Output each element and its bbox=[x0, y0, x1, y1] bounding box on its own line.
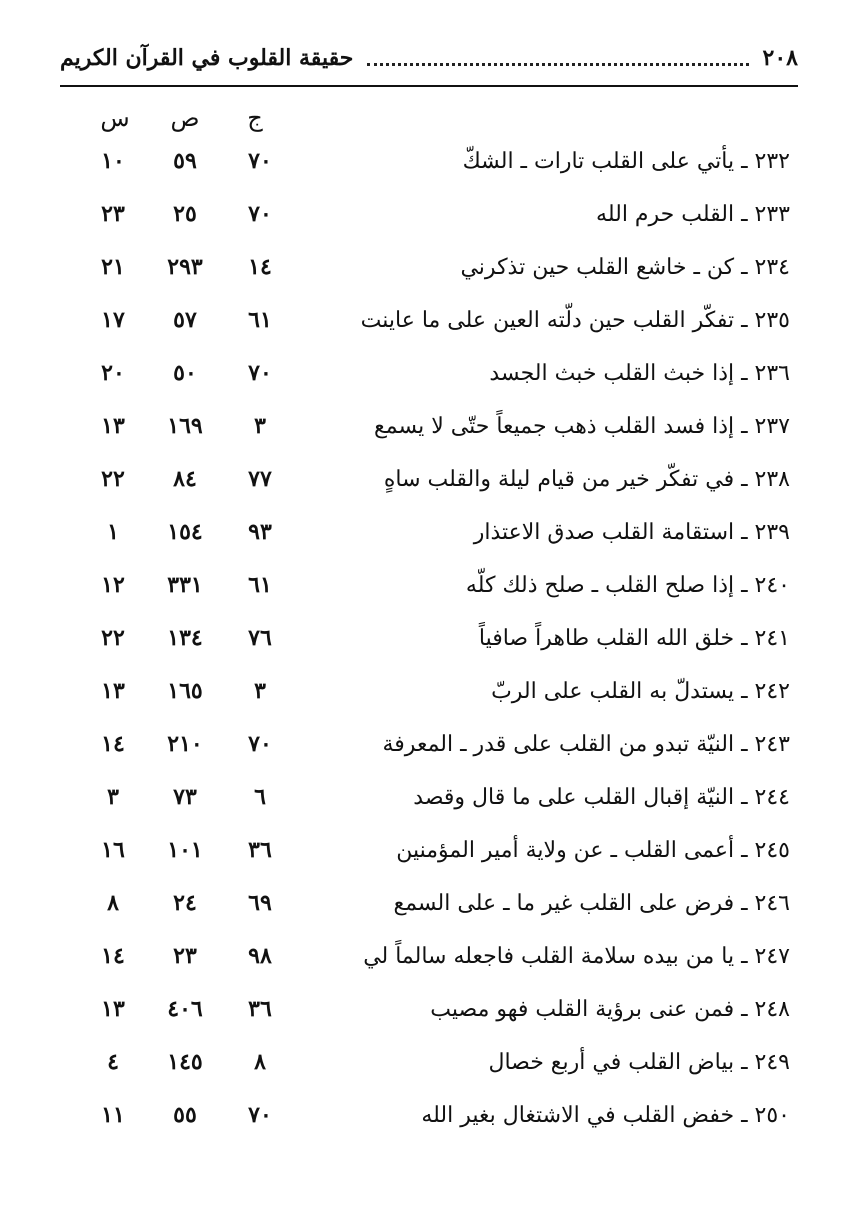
entry-title: ٢٤٢ ـ يستدلّ به القلب على الربّ bbox=[491, 679, 790, 704]
page-ref-number: ٥٠ bbox=[173, 360, 197, 386]
index-row bbox=[0, 930, 862, 983]
entry-title: ٢٤٩ ـ بياض القلب في أربع خصال bbox=[488, 1050, 790, 1075]
line-number: ٣ bbox=[107, 784, 119, 810]
page-ref-number: ٢٣ bbox=[173, 943, 197, 969]
entry-title: ٢٣٩ ـ استقامة القلب صدق الاعتذار bbox=[473, 520, 790, 545]
page-ref-number: ١٥٤ bbox=[167, 519, 203, 545]
index-row bbox=[0, 718, 862, 771]
entry-title: ٢٣٣ ـ القلب حرم الله bbox=[596, 202, 790, 227]
index-row bbox=[0, 294, 862, 347]
page-ref-number: ١٣٤ bbox=[167, 625, 203, 651]
index-row bbox=[0, 1036, 862, 1089]
line-number: ١ bbox=[107, 519, 119, 545]
entry-title: ٢٤٥ ـ أعمى القلب ـ عن ولاية أمير المؤمنين bbox=[396, 838, 790, 863]
index-row bbox=[0, 188, 862, 241]
volume-number: ٧٠ bbox=[248, 148, 272, 174]
volume-number: ٧٠ bbox=[248, 201, 272, 227]
line-number: ١٤ bbox=[101, 943, 125, 969]
line-number: ١٢ bbox=[101, 572, 125, 598]
entry-title: ٢٤٦ ـ فرض على القلب غير ما ـ على السمع bbox=[393, 891, 790, 916]
entry-title: ٢٣٧ ـ إذا فسد القلب ذهب جميعاً حتّى لا يسمع bbox=[374, 414, 790, 439]
volume-number: ١٤ bbox=[248, 254, 272, 280]
page-ref-number: ٧٣ bbox=[173, 784, 197, 810]
index-row bbox=[0, 453, 862, 506]
dot-leader bbox=[367, 63, 748, 66]
line-number: ١٦ bbox=[101, 837, 125, 863]
index-row bbox=[0, 135, 862, 188]
column-header-s: ص bbox=[170, 104, 200, 132]
entry-title: ٢٥٠ ـ خفض القلب في الاشتغال بغير الله bbox=[421, 1103, 790, 1128]
volume-number: ٩٣ bbox=[248, 519, 272, 545]
header-rule bbox=[60, 85, 798, 87]
line-number: ١٧ bbox=[101, 307, 125, 333]
volume-number: ٣٦ bbox=[248, 837, 272, 863]
line-number: ١٣ bbox=[101, 996, 125, 1022]
index-row bbox=[0, 400, 862, 453]
column-header-j: ج bbox=[247, 104, 263, 132]
line-number: ١٤ bbox=[101, 731, 125, 757]
entry-title: ٢٤٨ ـ فمن عنى برؤية القلب فهو مصيب bbox=[430, 997, 790, 1022]
running-title: حقيقة القلوب في القرآن الكريم bbox=[60, 45, 354, 71]
line-number: ١٠ bbox=[101, 148, 125, 174]
volume-number: ٦١ bbox=[248, 307, 272, 333]
entry-title: ٢٤٠ ـ إذا صلح القلب ـ صلح ذلك كلّه bbox=[465, 573, 790, 598]
line-number: ١٣ bbox=[101, 413, 125, 439]
entry-title: ٢٤٧ ـ يا من بيده سلامة القلب فاجعله سالماً لي bbox=[363, 944, 790, 969]
line-number: ٢١ bbox=[101, 254, 125, 280]
entry-title: ٢٣٦ ـ إذا خبث القلب خبث الجسد bbox=[489, 361, 790, 386]
index-row bbox=[0, 665, 862, 718]
page-ref-number: ١٦٩ bbox=[167, 413, 203, 439]
entry-title: ٢٣٥ ـ تفكّر القلب حين دلّته العين على ما عاينت bbox=[360, 308, 790, 333]
page-ref-number: ٥٥ bbox=[173, 1102, 197, 1128]
volume-number: ٩٨ bbox=[248, 943, 272, 969]
entry-title: ٢٤٤ ـ النيّة إقبال القلب على ما قال وقصد bbox=[413, 785, 790, 810]
page-number: ٢٠٨ bbox=[762, 45, 798, 71]
page-ref-number: ٤٠٦ bbox=[167, 996, 203, 1022]
volume-number: ٧٧ bbox=[248, 466, 272, 492]
index-row bbox=[0, 877, 862, 930]
entry-title: ٢٤٣ ـ النيّة تبدو من القلب على قدر ـ المعرفة bbox=[382, 732, 790, 757]
page-ref-number: ١٤٥ bbox=[167, 1049, 203, 1075]
volume-number: ٣ bbox=[254, 413, 266, 439]
volume-number: ٧٦ bbox=[248, 625, 272, 651]
index-row bbox=[0, 612, 862, 665]
volume-number: ٦٩ bbox=[248, 890, 272, 916]
volume-number: ٦١ bbox=[248, 572, 272, 598]
page-ref-number: ٣٣١ bbox=[167, 572, 203, 598]
index-row bbox=[0, 241, 862, 294]
line-number: ٢٢ bbox=[101, 625, 125, 651]
index-row bbox=[0, 347, 862, 400]
page-ref-number: ٥٧ bbox=[173, 307, 197, 333]
volume-number: ٧٠ bbox=[248, 360, 272, 386]
index-row bbox=[0, 983, 862, 1036]
page-ref-number: ١٦٥ bbox=[167, 678, 203, 704]
entry-title: ٢٣٢ ـ يأتي على القلب تارات ـ الشكّ bbox=[462, 149, 790, 174]
page-ref-number: ٢١٠ bbox=[167, 731, 203, 757]
line-number: ١٣ bbox=[101, 678, 125, 704]
page-ref-number: ٨٤ bbox=[173, 466, 197, 492]
running-header bbox=[60, 38, 798, 78]
line-number: ٨ bbox=[107, 890, 119, 916]
index-row bbox=[0, 506, 862, 559]
volume-number: ٨ bbox=[254, 1049, 266, 1075]
index-list bbox=[0, 135, 862, 1142]
page-ref-number: ٥٩ bbox=[173, 148, 197, 174]
column-header-n: س bbox=[100, 104, 130, 132]
entry-title: ٢٣٨ ـ في تفكّر خير من قيام ليلة والقلب ساهٍ bbox=[383, 467, 790, 492]
line-number: ٤ bbox=[107, 1049, 119, 1075]
page-ref-number: ٢٥ bbox=[173, 201, 197, 227]
line-number: ٢٣ bbox=[101, 201, 125, 227]
volume-number: ٧٠ bbox=[248, 1102, 272, 1128]
line-number: ٢٠ bbox=[101, 360, 125, 386]
volume-number: ٧٠ bbox=[248, 731, 272, 757]
index-row bbox=[0, 559, 862, 612]
line-number: ١١ bbox=[101, 1102, 125, 1128]
page-ref-number: ٢٩٣ bbox=[167, 254, 203, 280]
entry-title: ٢٤١ ـ خلق الله القلب طاهراً صافياً bbox=[478, 626, 790, 651]
line-number: ٢٢ bbox=[101, 466, 125, 492]
entry-title: ٢٣٤ ـ كن ـ خاشع القلب حين تذكرني bbox=[460, 255, 790, 280]
volume-number: ٣٦ bbox=[248, 996, 272, 1022]
index-row bbox=[0, 1089, 862, 1142]
volume-number: ٦ bbox=[254, 784, 266, 810]
volume-number: ٣ bbox=[254, 678, 266, 704]
page-ref-number: ١٠١ bbox=[167, 837, 203, 863]
index-row bbox=[0, 824, 862, 877]
index-row bbox=[0, 771, 862, 824]
page-ref-number: ٢٤ bbox=[173, 890, 197, 916]
